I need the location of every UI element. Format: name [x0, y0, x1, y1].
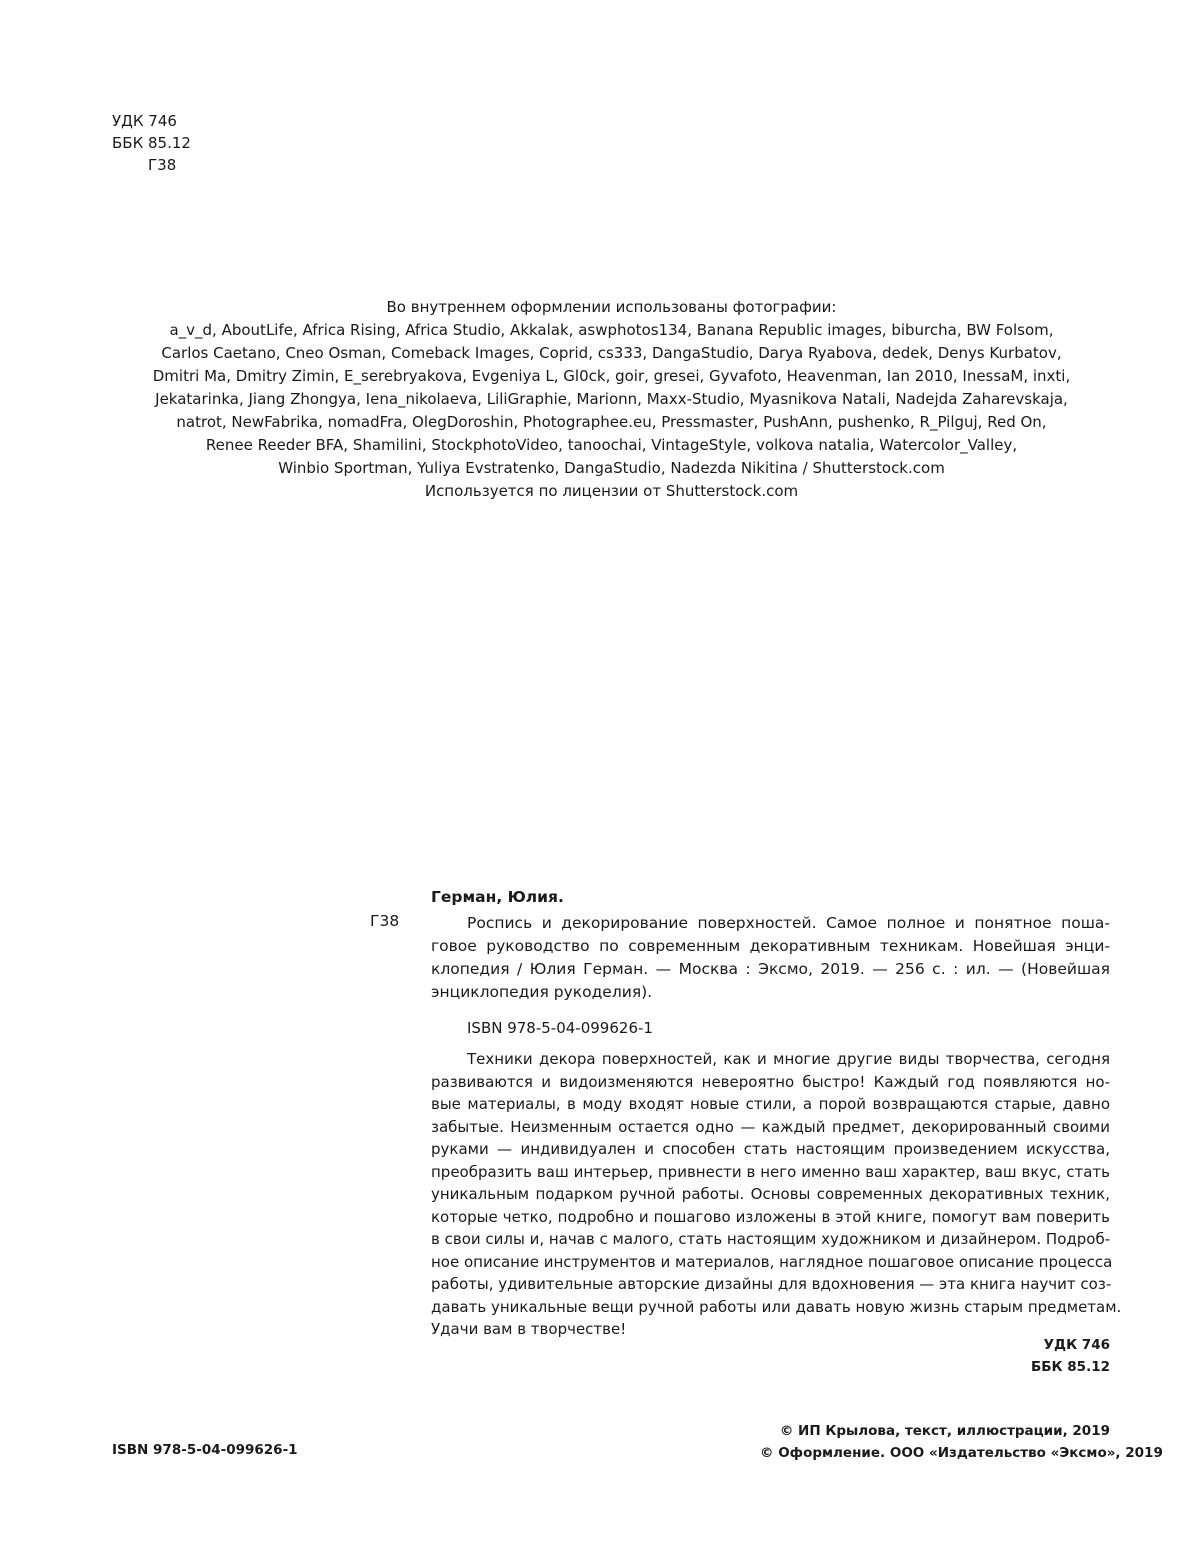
credits-line: Jekatarinka, Jiang Zhongya, Iena_nikolaeva, LiliGraphie, Marionn, Maxx-Studio, Myasnikova Natali, Nadejda Zaharevskaja, — [155, 390, 1068, 408]
author-sign: Г38 — [148, 156, 177, 174]
copyright-design: © Оформление. ООО «Издательство «Эксмо», 2019 — [760, 1445, 1163, 1461]
credits-line: Renee Reeder BFA, Shamilini, StockphotoVideo, tanoochai, VintageStyle, volkova natalia, Watercolor_Valley, — [205, 436, 1018, 454]
author-name: Герман, Юлия. — [431, 888, 564, 906]
credits-heading: Во внутреннем оформлении использованы фотографии: — [386, 298, 837, 316]
isbn-record: ISBN 978-5-04-099626-1 — [467, 1019, 653, 1037]
credits-line: natrot, NewFabrika, nomadFra, OlegDoroshin, Photographee.eu, Pressmaster, PushAnn, pushenko, R_Pilguj, Red On, — [176, 413, 1047, 431]
credits-line: Carlos Caetano, Cneo Osman, Comeback Images, Coprid, cs333, DangaStudio, Darya Ryabova, dedek, Denys Kurbatov, — [161, 344, 1062, 362]
annotation-line: которые четко, подробно и пошагово изложены в этой книге, помогут вам поверить — [431, 1207, 1110, 1226]
annotation-line: давать уникальные вещи ручной работы или давать новую жизнь старым предметам. — [431, 1297, 1122, 1316]
annotation-line: забытые. Неизменным остается одно — каждый предмет, декорированный своими — [431, 1117, 1110, 1136]
author-sign-left: Г38 — [370, 912, 400, 930]
annotation-line: ное описание инструментов и материалов, наглядное пошаговое описание процесса — [431, 1252, 1113, 1271]
annotation-line: преобразить ваш интерьер, привнести в него именно ваш характер, ваш вкус, стать — [431, 1162, 1110, 1181]
classification-bottom — [980, 1334, 1110, 1378]
udk-code: УДК 746 — [112, 112, 177, 130]
annotation-line: вые материалы, в моду входят новые стили, а порой возвращаются старые, давно — [431, 1095, 1110, 1113]
copyright-block — [760, 1420, 1163, 1464]
classification-block — [112, 110, 191, 176]
photo-credits — [100, 296, 1123, 503]
bbk-code-bottom: ББК 85.12 — [1030, 1359, 1110, 1375]
annotation — [431, 1048, 1122, 1341]
description-line: говое руководство по современным декоративным техникам. Новейшая энци- — [431, 937, 1110, 955]
annotation-line: руками — индивидуален и способен стать настоящим произведением искусства, — [431, 1140, 1110, 1158]
isbn-bottom: ISBN 978-5-04-099626-1 — [112, 1442, 298, 1458]
credits-line: Dmitri Ma, Dmitry Zimin, E_serebryakova, Evgeniya L, Gl0ck, goir, gresei, Gyvafoto, Heavenman, Ian 2010, InessaM, inxti, — [152, 367, 1071, 385]
bbk-code: ББК 85.12 — [112, 134, 191, 152]
credits-line: a_v_d, AboutLife, Africa Rising, Africa Studio, Akkalak, aswphotos134, Banana Republic images, biburcha, BW Folsom, — [169, 321, 1054, 339]
annotation-line: в свои силы и, начав с малого, стать настоящим художником и дизайнером. Подроб- — [431, 1230, 1111, 1248]
annotation-line: работы, удивительные авторские дизайны для вдохновения — эта книга научит соз- — [431, 1275, 1112, 1293]
description-line: энциклопедия рукоделия). — [431, 983, 653, 1001]
copyright-text: © ИП Крылова, текст, иллюстрации, 2019 — [779, 1423, 1110, 1439]
description-line: клопедия / Юлия Герман. — Москва : Эксмо, 2019. — 256 с. : ил. — (Новейшая — [431, 960, 1110, 978]
annotation-line: уникальным подарком ручной работы. Основы современных декоративных техник, — [431, 1185, 1110, 1203]
annotation-line: развиваются и видоизменяются невероятно быстро! Каждый год появляются но- — [431, 1072, 1110, 1091]
credits-line: Winbio Sportman, Yuliya Evstratenko, DangaStudio, Nadezda Nikitina / Shutterstock.com — [278, 459, 945, 477]
license-note: Используется по лицензии от Shutterstock.com — [424, 482, 799, 500]
udk-code-bottom: УДК 746 — [1043, 1337, 1110, 1353]
annotation-line: Техники декора поверхностей, как и многие другие виды творчества, сегодня — [467, 1050, 1110, 1068]
description-line: Роспись и декорирование поверхностей. Самое полное и понятное поша- — [467, 914, 1110, 932]
annotation-line: Удачи вам в творчестве! — [431, 1320, 627, 1338]
bibliographic-description — [431, 912, 1110, 1004]
